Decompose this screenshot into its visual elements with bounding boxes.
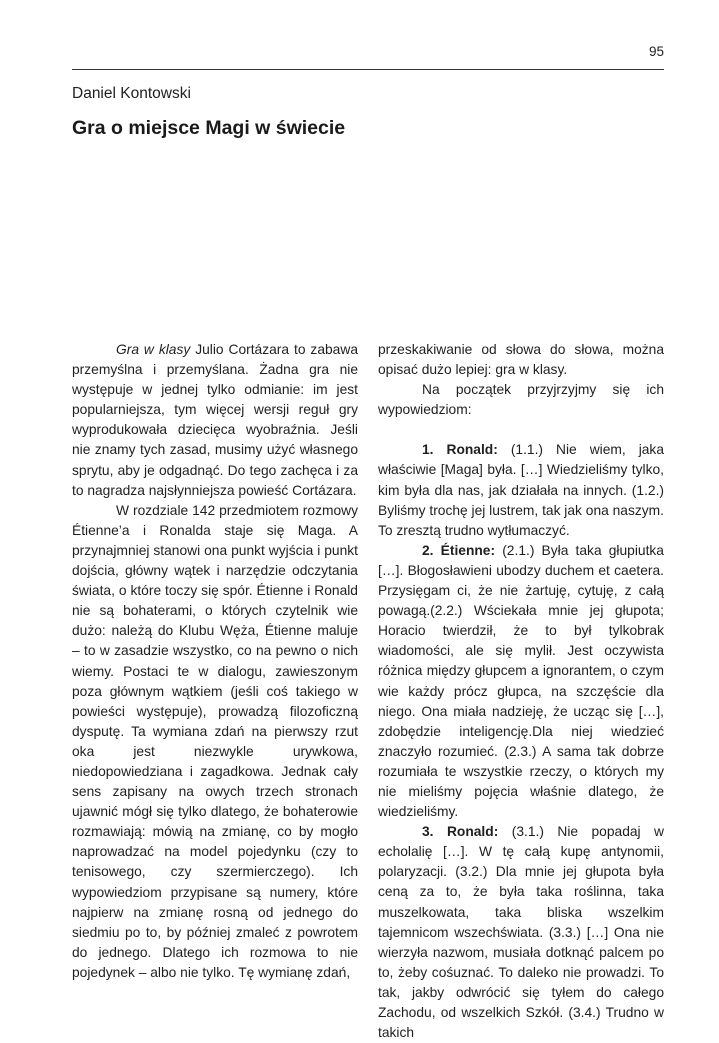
header-rule	[72, 69, 664, 70]
dialogue-2	[378, 541, 664, 822]
right-paragraph-2: Na początek przyjrzyjmy się ich wypowiedziom:	[378, 382, 664, 418]
speaker-label: 3. Ronald:	[422, 824, 499, 840]
right-paragraph-1: przeskakiwanie od słowa do słowa, można opisać dużo lepiej: gra w klasy.	[378, 342, 664, 378]
page-number: 95	[648, 44, 664, 59]
left-column	[72, 340, 358, 983]
dialogue-3	[378, 822, 664, 1043]
left-paragraph-1	[72, 340, 358, 501]
article-author: Daniel Kontowski	[72, 85, 191, 102]
left-paragraph-1-text: Julio Cortázara to zabawa przemyślna i przemyślana. Żadna gra nie występuje w jednej tylko odmianie: im jest popularniejsza, tym więcej wersji reguł gry wyprodukowała dziecięca wyobraźnia. Jeśli nie znamy tych zasad, musimy użyć własnego sprytu, aby je odgadnąć. Do tego zachęca i za to nagradza najsłynniejsza powieść Cortázara.	[72, 342, 358, 498]
speaker-label: 1. Ronald:	[422, 442, 498, 458]
right-column	[378, 340, 664, 1043]
article-title: Gra o miejsce Magi w świecie	[72, 117, 346, 139]
book-title-italic: Gra w klasy	[116, 342, 191, 357]
speaker-label: 2. Étienne:	[422, 542, 496, 558]
left-paragraph-2: W rozdziale 142 przedmiotem rozmowy Étienne’a i Ronalda staje się Maga. A przynajmniej stanowi ona punkt wyjścia i punkt dojścia, główny wątek i narzędzie odczytania świata, o które toczy się spór. Étienne i Ronald nie są bohaterami, o których czytelnik wie dużo: należą do Klubu Węża, Étienne maluje – to w zasadzie wszystko, co na pewno o nich wiemy. Postaci te w dialogu, zawieszonym poza głównym wątkiem (jeśli coś takiego w powieści występuje), prowadzą filozoficzną dysputę. Ta wymiana zdań na pierwszy rzut oka jest niezwykle urywkowa, niedopowiedziana i zagadkowa. Jednak cały sens zapisany na owych trzech stronach ujawnić mógł się tylko dlatego, że bohaterowie rozmawiają: mówią na zmianę, co by mogło naprowadzać na model pojedynku (czy to tenisowego, czy szermierczego). Ich wypowiedziom przypisane są numery, które najpierw na zmianę rosną od jednego do siedmiu po to, by później zmaleć z powrotem do jednego. Dlatego ich rozmowa to nie pojedynek – albo nie tylko. Tę wymianę zdań,	[72, 502, 358, 980]
dialogue-1	[378, 440, 664, 540]
dialogue-3-text: (3.1.) Nie popadaj w echolalię […]. W tę całą kupę antynomii, polaryzacji. (3.2.) Dla mnie jej głupota była ceną za to, że była taka roślinna, taka muszelkowata, taka bliska wszelkim tajemnicom wszechświata. (3.3.) […] Ona nie wierzyła nazwom, musiała dotknąć palcem po to, żeby cośuznać. To daleko nie prowadzi. To tak, jakby odwrócić się tyłem do całego Zachodu, od wszelkich Szkół. (3.4.) Trudno w takich	[378, 824, 665, 1041]
dialogue-2-text: (2.1.) Była taka głupiutka […]. Błogosławieni ubodzy duchem et caetera. Przysięgam ci, że nie żartuję, cytuję, z całą powagą.(2.2.) Wściekała mnie jej głupota; Horacio twierdził, że to był tylkobrak wiadomości, ale się mylił. Jest oczywista różnica między głupcem a ignorantem, o czym wie każdy prócz głupca, na szczęście dla niego. Ona miała nadzieję, że ucząc się […], zdobędzie inteligencję.Dla niej wiedzieć znaczyło rozumieć. (2.3.) A sama tak dobrze rozumiała te wszystkie rzeczy, o których my nie mieliśmy pojęcia właśnie dlatego, że wiedzieliśmy.	[378, 542, 664, 820]
dialogue-1-text: (1.1.) Nie wiem, jaka właściwie [Maga] była. […] Wiedzieliśmy tylko, kim była dla nas, jak działała na innych. (1.2.) Byliśmy trochę jej lustrem, tak jak ona naszym. To zresztą trudno wytłumaczyć.	[378, 442, 665, 538]
